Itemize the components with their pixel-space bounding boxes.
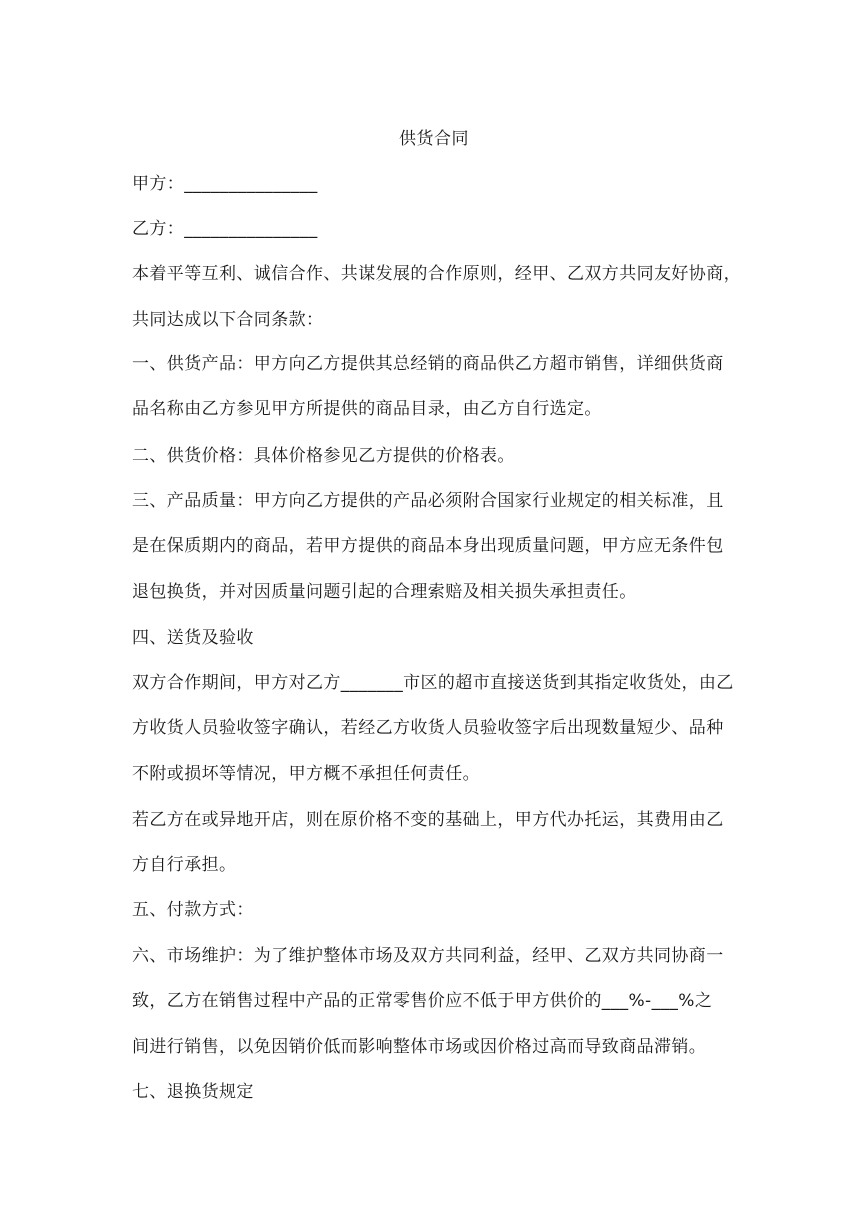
- clause-4-heading: 四、送货及验收: [132, 628, 254, 648]
- clause-4-line-5: 方自行承担。: [132, 855, 237, 875]
- party-b-line: 乙方：_______________: [132, 219, 318, 239]
- clause-1-line-1: 一、供货产品：甲方向乙方提供其总经销的商品供乙方超市销售，详细供货商: [132, 354, 724, 374]
- clause-7-heading: 七、退换货规定: [132, 1082, 254, 1102]
- clause-2-line: 二、供货价格：具体价格参见乙方提供的价格表。: [132, 446, 515, 466]
- preamble-line-2: 共同达成以下合同条款：: [132, 310, 324, 330]
- clause-1-line-2: 品名称由乙方参见甲方所提供的商品目录，由乙方自行选定。: [132, 399, 602, 419]
- clause-6-line-2: 致，乙方在销售过程中产品的正常零售价应不低于甲方供价的___%-___%之: [132, 991, 713, 1011]
- clause-4-line-1: 双方合作期间，甲方对乙方_______市区的超市直接送货到其指定收货处，由乙: [132, 673, 734, 693]
- clause-4-line-4: 若乙方在或异地开店，则在原价格不变的基础上，甲方代办托运，其费用由乙: [132, 810, 724, 830]
- clause-3-line-2: 是在保质期内的商品，若甲方提供的商品本身出现质量问题，甲方应无条件包: [132, 536, 724, 556]
- clause-6-line-3: 间进行销售，以免因销价低而影响整体市场或因价格过高而导致商品滞销。: [132, 1037, 707, 1057]
- clause-6-line-1: 六、市场维护：为了维护整体市场及双方共同利益，经甲、乙双方共同协商一: [132, 946, 724, 966]
- clause-5-line: 五、付款方式：: [132, 900, 254, 920]
- clause-4-line-2: 方收货人员验收签字确认，若经乙方收货人员验收签字后出现数量短少、品种: [132, 718, 724, 738]
- preamble-line-1: 本着平等互利、诚信合作、共谋发展的合作原则，经甲、乙双方共同友好协商，: [132, 264, 741, 284]
- clause-3-line-3: 退包换货，并对因质量问题引起的合理索赔及相关损失承担责任。: [132, 582, 637, 602]
- document-title: 供货合同: [399, 129, 469, 149]
- clause-3-line-1: 三、产品质量：甲方向乙方提供的产品必须附合国家行业规定的相关标准，且: [132, 491, 724, 511]
- party-a-line: 甲方：_______________: [132, 174, 318, 194]
- clause-4-line-3: 不附或损坏等情况，甲方概不承担任何责任。: [132, 764, 480, 784]
